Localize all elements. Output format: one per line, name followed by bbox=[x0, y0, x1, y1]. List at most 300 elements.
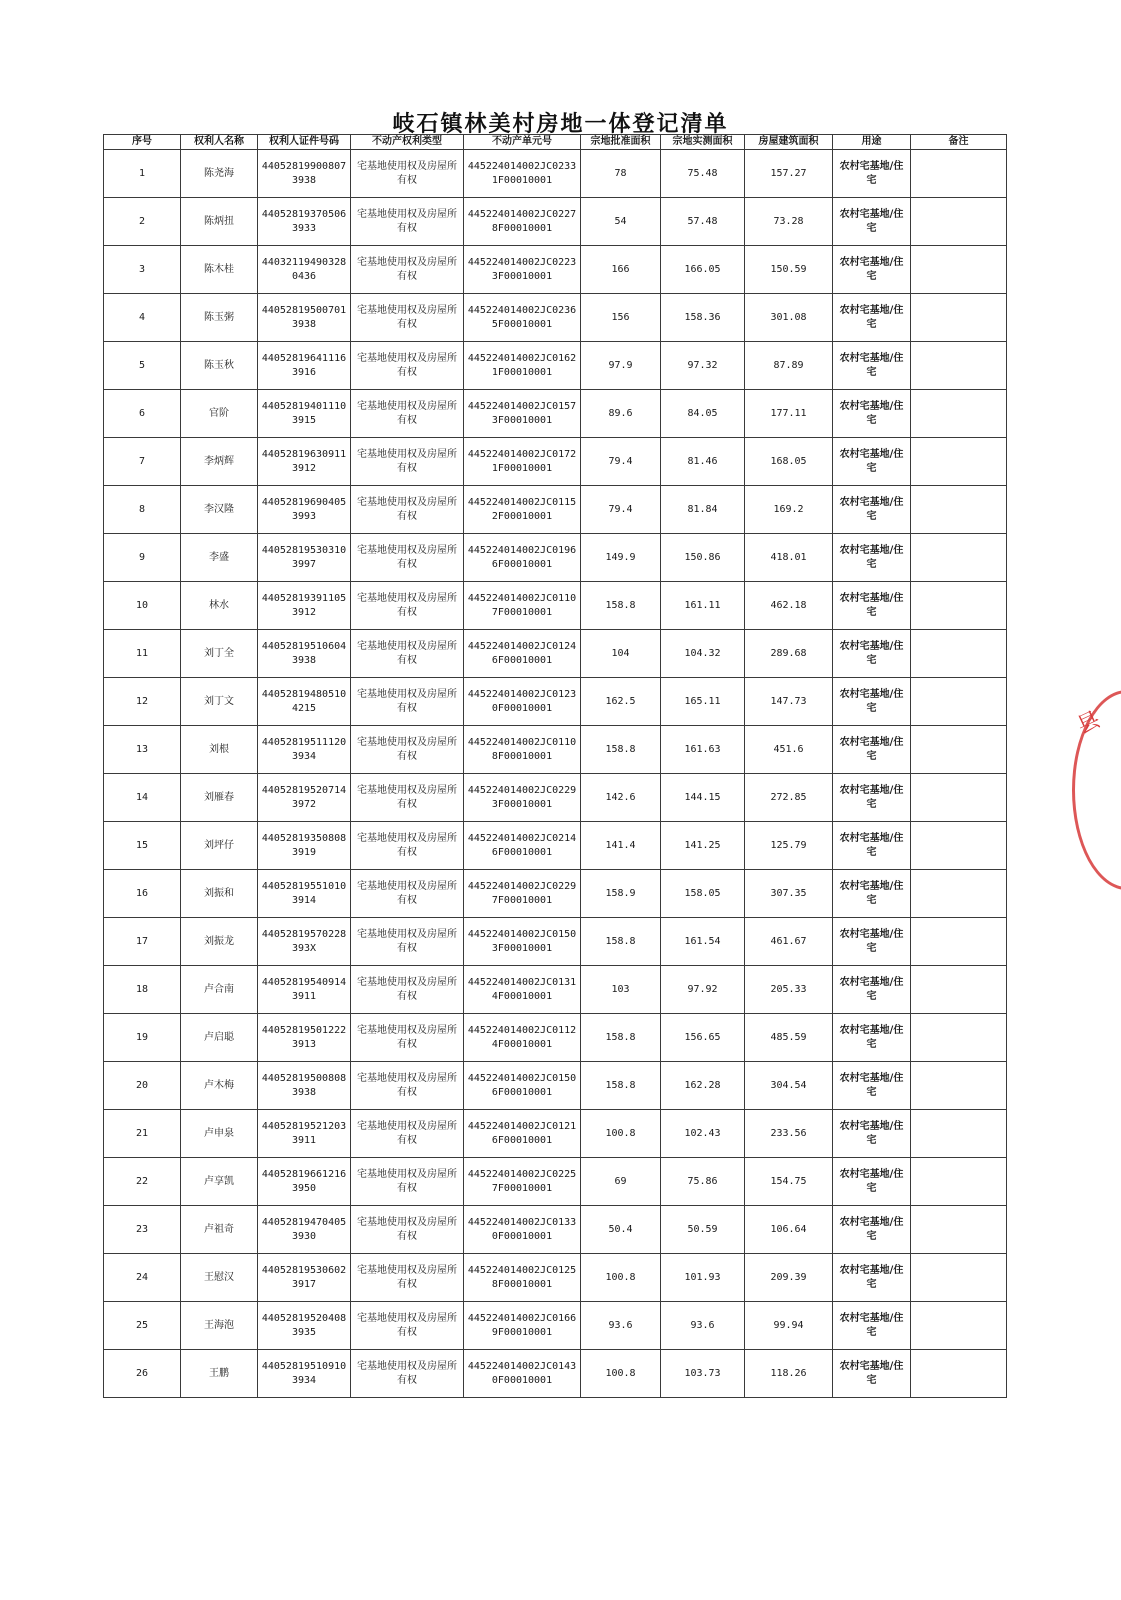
cell-seq: 24 bbox=[104, 1254, 181, 1302]
cell-unit-number: 445224014002JC01573F00010001 bbox=[464, 390, 581, 438]
cell-note bbox=[911, 1014, 1007, 1062]
table-row bbox=[104, 150, 1007, 198]
cell-right-type: 宅基地使用权及房屋所有权 bbox=[351, 1254, 464, 1302]
header-use: 用途 bbox=[833, 135, 911, 150]
cell-id-number: 440528195106043938 bbox=[258, 630, 351, 678]
cell-measured-area: 166.05 bbox=[661, 246, 745, 294]
cell-seq: 10 bbox=[104, 582, 181, 630]
cell-unit-number: 445224014002JC01503F00010001 bbox=[464, 918, 581, 966]
cell-note bbox=[911, 1062, 1007, 1110]
cell-right-type: 宅基地使用权及房屋所有权 bbox=[351, 678, 464, 726]
table-row bbox=[104, 342, 1007, 390]
table-row bbox=[104, 1350, 1007, 1398]
cell-approved-area: 142.6 bbox=[581, 774, 661, 822]
cell-approved-area: 156 bbox=[581, 294, 661, 342]
cell-measured-area: 158.36 bbox=[661, 294, 745, 342]
cell-building-area: 462.18 bbox=[745, 582, 833, 630]
cell-building-area: 418.01 bbox=[745, 534, 833, 582]
cell-seq: 20 bbox=[104, 1062, 181, 1110]
cell-measured-area: 75.86 bbox=[661, 1158, 745, 1206]
cell-unit-number: 445224014002JC01506F00010001 bbox=[464, 1062, 581, 1110]
cell-approved-area: 89.6 bbox=[581, 390, 661, 438]
cell-unit-number: 445224014002JC01721F00010001 bbox=[464, 438, 581, 486]
registration-table bbox=[103, 134, 1007, 1398]
cell-approved-area: 97.9 bbox=[581, 342, 661, 390]
cell-note bbox=[911, 582, 1007, 630]
cell-seq: 11 bbox=[104, 630, 181, 678]
cell-seq: 4 bbox=[104, 294, 181, 342]
cell-use: 农村宅基地/住宅 bbox=[833, 1254, 911, 1302]
cell-seq: 16 bbox=[104, 870, 181, 918]
cell-note bbox=[911, 390, 1007, 438]
header-note: 备注 bbox=[911, 135, 1007, 150]
cell-seq: 5 bbox=[104, 342, 181, 390]
table-row bbox=[104, 390, 1007, 438]
cell-name: 卢合南 bbox=[181, 966, 258, 1014]
cell-unit-number: 445224014002JC02297F00010001 bbox=[464, 870, 581, 918]
cell-note bbox=[911, 822, 1007, 870]
cell-measured-area: 81.46 bbox=[661, 438, 745, 486]
cell-note bbox=[911, 630, 1007, 678]
cell-measured-area: 158.05 bbox=[661, 870, 745, 918]
cell-unit-number: 445224014002JC02257F00010001 bbox=[464, 1158, 581, 1206]
cell-unit-number: 445224014002JC01124F00010001 bbox=[464, 1014, 581, 1062]
cell-right-type: 宅基地使用权及房屋所有权 bbox=[351, 918, 464, 966]
cell-right-type: 宅基地使用权及房屋所有权 bbox=[351, 1110, 464, 1158]
cell-use: 农村宅基地/住宅 bbox=[833, 246, 911, 294]
cell-measured-area: 102.43 bbox=[661, 1110, 745, 1158]
cell-note bbox=[911, 1302, 1007, 1350]
table-row bbox=[104, 1158, 1007, 1206]
cell-measured-area: 165.11 bbox=[661, 678, 745, 726]
cell-approved-area: 104 bbox=[581, 630, 661, 678]
cell-right-type: 宅基地使用权及房屋所有权 bbox=[351, 534, 464, 582]
cell-note bbox=[911, 150, 1007, 198]
table-row bbox=[104, 1302, 1007, 1350]
cell-approved-area: 69 bbox=[581, 1158, 661, 1206]
cell-use: 农村宅基地/住宅 bbox=[833, 726, 911, 774]
cell-measured-area: 161.11 bbox=[661, 582, 745, 630]
cell-approved-area: 149.9 bbox=[581, 534, 661, 582]
cell-right-type: 宅基地使用权及房屋所有权 bbox=[351, 246, 464, 294]
cell-use: 农村宅基地/住宅 bbox=[833, 774, 911, 822]
cell-use: 农村宅基地/住宅 bbox=[833, 1206, 911, 1254]
cell-note bbox=[911, 294, 1007, 342]
cell-name: 陈木桂 bbox=[181, 246, 258, 294]
cell-note bbox=[911, 438, 1007, 486]
cell-name: 卢申泉 bbox=[181, 1110, 258, 1158]
cell-approved-area: 100.8 bbox=[581, 1254, 661, 1302]
cell-right-type: 宅基地使用权及房屋所有权 bbox=[351, 822, 464, 870]
cell-measured-area: 141.25 bbox=[661, 822, 745, 870]
cell-id-number: 440528195204083935 bbox=[258, 1302, 351, 1350]
table-row bbox=[104, 1254, 1007, 1302]
cell-approved-area: 162.5 bbox=[581, 678, 661, 726]
cell-name: 刘雁春 bbox=[181, 774, 258, 822]
cell-approved-area: 103 bbox=[581, 966, 661, 1014]
cell-id-number: 440528195409143911 bbox=[258, 966, 351, 1014]
table-row bbox=[104, 678, 1007, 726]
cell-unit-number: 445224014002JC01107F00010001 bbox=[464, 582, 581, 630]
cell-name: 刘丁全 bbox=[181, 630, 258, 678]
cell-use: 农村宅基地/住宅 bbox=[833, 438, 911, 486]
cell-measured-area: 84.05 bbox=[661, 390, 745, 438]
cell-building-area: 169.2 bbox=[745, 486, 833, 534]
cell-building-area: 99.94 bbox=[745, 1302, 833, 1350]
table-row bbox=[104, 822, 1007, 870]
header-row bbox=[104, 135, 1007, 150]
header-building: 房屋建筑面积 bbox=[745, 135, 833, 150]
cell-building-area: 451.6 bbox=[745, 726, 833, 774]
cell-building-area: 205.33 bbox=[745, 966, 833, 1014]
cell-right-type: 宅基地使用权及房屋所有权 bbox=[351, 1062, 464, 1110]
cell-name: 陈尧海 bbox=[181, 150, 258, 198]
cell-building-area: 118.26 bbox=[745, 1350, 833, 1398]
cell-measured-area: 161.54 bbox=[661, 918, 745, 966]
cell-building-area: 157.27 bbox=[745, 150, 833, 198]
cell-note bbox=[911, 918, 1007, 966]
cell-note bbox=[911, 534, 1007, 582]
cell-use: 农村宅基地/住宅 bbox=[833, 678, 911, 726]
table-row bbox=[104, 198, 1007, 246]
cell-seq: 8 bbox=[104, 486, 181, 534]
cell-measured-area: 150.86 bbox=[661, 534, 745, 582]
cell-note bbox=[911, 870, 1007, 918]
cell-building-area: 307.35 bbox=[745, 870, 833, 918]
cell-id-number: 440528194704053930 bbox=[258, 1206, 351, 1254]
cell-name: 林水 bbox=[181, 582, 258, 630]
cell-building-area: 168.05 bbox=[745, 438, 833, 486]
cell-building-area: 147.73 bbox=[745, 678, 833, 726]
cell-name: 陈玉粥 bbox=[181, 294, 258, 342]
cell-right-type: 宅基地使用权及房屋所有权 bbox=[351, 726, 464, 774]
cell-approved-area: 79.4 bbox=[581, 438, 661, 486]
cell-approved-area: 158.8 bbox=[581, 1014, 661, 1062]
cell-id-number: 440528196612163950 bbox=[258, 1158, 351, 1206]
cell-building-area: 73.28 bbox=[745, 198, 833, 246]
cell-id-number: 440528195303103997 bbox=[258, 534, 351, 582]
table-row bbox=[104, 630, 1007, 678]
cell-right-type: 宅基地使用权及房屋所有权 bbox=[351, 870, 464, 918]
cell-unit-number: 445224014002JC02331F00010001 bbox=[464, 150, 581, 198]
table-row bbox=[104, 246, 1007, 294]
cell-use: 农村宅基地/住宅 bbox=[833, 1158, 911, 1206]
cell-measured-area: 93.6 bbox=[661, 1302, 745, 1350]
cell-building-area: 154.75 bbox=[745, 1158, 833, 1206]
cell-note bbox=[911, 1206, 1007, 1254]
cell-approved-area: 50.4 bbox=[581, 1206, 661, 1254]
cell-building-area: 461.67 bbox=[745, 918, 833, 966]
table-row bbox=[104, 918, 1007, 966]
cell-unit-number: 445224014002JC02293F00010001 bbox=[464, 774, 581, 822]
cell-measured-area: 81.84 bbox=[661, 486, 745, 534]
cell-name: 刘振龙 bbox=[181, 918, 258, 966]
cell-measured-area: 161.63 bbox=[661, 726, 745, 774]
cell-id-number: 440528195109103934 bbox=[258, 1350, 351, 1398]
cell-approved-area: 158.8 bbox=[581, 582, 661, 630]
cell-right-type: 宅基地使用权及房屋所有权 bbox=[351, 582, 464, 630]
cell-id-number: 440528195111203934 bbox=[258, 726, 351, 774]
cell-id-number: 440528194011103915 bbox=[258, 390, 351, 438]
cell-use: 农村宅基地/住宅 bbox=[833, 294, 911, 342]
cell-seq: 21 bbox=[104, 1110, 181, 1158]
cell-unit-number: 445224014002JC02233F00010001 bbox=[464, 246, 581, 294]
cell-note bbox=[911, 774, 1007, 822]
table-row bbox=[104, 966, 1007, 1014]
cell-name: 刘振和 bbox=[181, 870, 258, 918]
cell-building-area: 177.11 bbox=[745, 390, 833, 438]
cell-name: 王海泡 bbox=[181, 1302, 258, 1350]
cell-right-type: 宅基地使用权及房屋所有权 bbox=[351, 486, 464, 534]
header-measured: 宗地实测面积 bbox=[661, 135, 745, 150]
cell-seq: 15 bbox=[104, 822, 181, 870]
cell-building-area: 106.64 bbox=[745, 1206, 833, 1254]
cell-unit-number: 445224014002JC01152F00010001 bbox=[464, 486, 581, 534]
cell-id-number: 440528196904053993 bbox=[258, 486, 351, 534]
cell-right-type: 宅基地使用权及房屋所有权 bbox=[351, 342, 464, 390]
cell-building-area: 301.08 bbox=[745, 294, 833, 342]
header-seq: 序号 bbox=[104, 135, 181, 150]
cell-name: 王慰汉 bbox=[181, 1254, 258, 1302]
cell-seq: 18 bbox=[104, 966, 181, 1014]
header-approved: 宗地批准面积 bbox=[581, 135, 661, 150]
cell-unit-number: 445224014002JC01258F00010001 bbox=[464, 1254, 581, 1302]
cell-use: 农村宅基地/住宅 bbox=[833, 198, 911, 246]
table-row bbox=[104, 534, 1007, 582]
cell-name: 刘丁文 bbox=[181, 678, 258, 726]
cell-name: 刘根 bbox=[181, 726, 258, 774]
cell-right-type: 宅基地使用权及房屋所有权 bbox=[351, 1350, 464, 1398]
cell-name: 陈炳扭 bbox=[181, 198, 258, 246]
cell-approved-area: 100.8 bbox=[581, 1110, 661, 1158]
cell-name: 王鹏 bbox=[181, 1350, 258, 1398]
cell-id-number: 440528193508083919 bbox=[258, 822, 351, 870]
cell-note bbox=[911, 1158, 1007, 1206]
cell-building-area: 125.79 bbox=[745, 822, 833, 870]
cell-seq: 23 bbox=[104, 1206, 181, 1254]
header-unit: 不动产单元号 bbox=[464, 135, 581, 150]
cell-use: 农村宅基地/住宅 bbox=[833, 582, 911, 630]
cell-id-number: 44052819570228393X bbox=[258, 918, 351, 966]
table-row bbox=[104, 726, 1007, 774]
cell-name: 陈玉秋 bbox=[181, 342, 258, 390]
cell-id-number: 440528196309113912 bbox=[258, 438, 351, 486]
cell-unit-number: 445224014002JC01330F00010001 bbox=[464, 1206, 581, 1254]
cell-id-number: 440528195007013938 bbox=[258, 294, 351, 342]
cell-note bbox=[911, 246, 1007, 294]
cell-unit-number: 445224014002JC01230F00010001 bbox=[464, 678, 581, 726]
cell-approved-area: 141.4 bbox=[581, 822, 661, 870]
seal-text: 县 bbox=[1073, 707, 1105, 740]
cell-right-type: 宅基地使用权及房屋所有权 bbox=[351, 1014, 464, 1062]
cell-note bbox=[911, 1350, 1007, 1398]
cell-right-type: 宅基地使用权及房屋所有权 bbox=[351, 1158, 464, 1206]
cell-seq: 14 bbox=[104, 774, 181, 822]
cell-note bbox=[911, 486, 1007, 534]
cell-measured-area: 50.59 bbox=[661, 1206, 745, 1254]
cell-approved-area: 54 bbox=[581, 198, 661, 246]
cell-use: 农村宅基地/住宅 bbox=[833, 1062, 911, 1110]
cell-use: 农村宅基地/住宅 bbox=[833, 1110, 911, 1158]
cell-right-type: 宅基地使用权及房屋所有权 bbox=[351, 390, 464, 438]
cell-use: 农村宅基地/住宅 bbox=[833, 486, 911, 534]
cell-seq: 19 bbox=[104, 1014, 181, 1062]
cell-unit-number: 445224014002JC01108F00010001 bbox=[464, 726, 581, 774]
table-row bbox=[104, 582, 1007, 630]
cell-building-area: 304.54 bbox=[745, 1062, 833, 1110]
cell-use: 农村宅基地/住宅 bbox=[833, 918, 911, 966]
cell-measured-area: 75.48 bbox=[661, 150, 745, 198]
table-row bbox=[104, 294, 1007, 342]
cell-seq: 25 bbox=[104, 1302, 181, 1350]
cell-use: 农村宅基地/住宅 bbox=[833, 1350, 911, 1398]
cell-right-type: 宅基地使用权及房屋所有权 bbox=[351, 150, 464, 198]
table-row bbox=[104, 1110, 1007, 1158]
cell-use: 农村宅基地/住宅 bbox=[833, 822, 911, 870]
cell-approved-area: 78 bbox=[581, 150, 661, 198]
cell-id-number: 440528195510103914 bbox=[258, 870, 351, 918]
cell-id-number: 440528195306023917 bbox=[258, 1254, 351, 1302]
table-row bbox=[104, 486, 1007, 534]
header-type: 不动产权利类型 bbox=[351, 135, 464, 150]
cell-note bbox=[911, 1110, 1007, 1158]
cell-right-type: 宅基地使用权及房屋所有权 bbox=[351, 630, 464, 678]
cell-building-area: 209.39 bbox=[745, 1254, 833, 1302]
cell-seq: 12 bbox=[104, 678, 181, 726]
cell-use: 农村宅基地/住宅 bbox=[833, 150, 911, 198]
cell-note bbox=[911, 726, 1007, 774]
cell-approved-area: 158.8 bbox=[581, 918, 661, 966]
cell-name: 卢享凯 bbox=[181, 1158, 258, 1206]
cell-id-number: 440528199008073938 bbox=[258, 150, 351, 198]
cell-id-number: 440528195212033911 bbox=[258, 1110, 351, 1158]
cell-measured-area: 97.32 bbox=[661, 342, 745, 390]
cell-id-number: 440528195207143972 bbox=[258, 774, 351, 822]
cell-measured-area: 156.65 bbox=[661, 1014, 745, 1062]
header-name: 权利人名称 bbox=[181, 135, 258, 150]
table-row bbox=[104, 1062, 1007, 1110]
cell-use: 农村宅基地/住宅 bbox=[833, 630, 911, 678]
cell-name: 官阶 bbox=[181, 390, 258, 438]
cell-use: 农村宅基地/住宅 bbox=[833, 870, 911, 918]
cell-right-type: 宅基地使用权及房屋所有权 bbox=[351, 774, 464, 822]
cell-right-type: 宅基地使用权及房屋所有权 bbox=[351, 966, 464, 1014]
cell-unit-number: 445224014002JC01621F00010001 bbox=[464, 342, 581, 390]
document-title: 岐石镇林美村房地一体登记清单 bbox=[392, 111, 729, 137]
cell-building-area: 87.89 bbox=[745, 342, 833, 390]
cell-name: 卢木梅 bbox=[181, 1062, 258, 1110]
cell-name: 卢启聪 bbox=[181, 1014, 258, 1062]
cell-name: 李汉隆 bbox=[181, 486, 258, 534]
cell-use: 农村宅基地/住宅 bbox=[833, 966, 911, 1014]
cell-use: 农村宅基地/住宅 bbox=[833, 390, 911, 438]
cell-unit-number: 445224014002JC01430F00010001 bbox=[464, 1350, 581, 1398]
cell-measured-area: 103.73 bbox=[661, 1350, 745, 1398]
cell-name: 李炳辉 bbox=[181, 438, 258, 486]
cell-measured-area: 101.93 bbox=[661, 1254, 745, 1302]
cell-name: 李盛 bbox=[181, 534, 258, 582]
cell-seq: 22 bbox=[104, 1158, 181, 1206]
cell-id-number: 440528193911053912 bbox=[258, 582, 351, 630]
cell-unit-number: 445224014002JC01216F00010001 bbox=[464, 1110, 581, 1158]
cell-seq: 3 bbox=[104, 246, 181, 294]
cell-note bbox=[911, 966, 1007, 1014]
cell-unit-number: 445224014002JC01314F00010001 bbox=[464, 966, 581, 1014]
cell-approved-area: 158.8 bbox=[581, 1062, 661, 1110]
cell-right-type: 宅基地使用权及房屋所有权 bbox=[351, 294, 464, 342]
cell-building-area: 272.85 bbox=[745, 774, 833, 822]
cell-seq: 9 bbox=[104, 534, 181, 582]
cell-seq: 17 bbox=[104, 918, 181, 966]
cell-name: 刘坪仔 bbox=[181, 822, 258, 870]
table-row bbox=[104, 870, 1007, 918]
cell-building-area: 289.68 bbox=[745, 630, 833, 678]
cell-measured-area: 144.15 bbox=[661, 774, 745, 822]
cell-use: 农村宅基地/住宅 bbox=[833, 342, 911, 390]
cell-use: 农村宅基地/住宅 bbox=[833, 534, 911, 582]
cell-measured-area: 57.48 bbox=[661, 198, 745, 246]
cell-unit-number: 445224014002JC02365F00010001 bbox=[464, 294, 581, 342]
cell-right-type: 宅基地使用权及房屋所有权 bbox=[351, 198, 464, 246]
cell-approved-area: 100.8 bbox=[581, 1350, 661, 1398]
cell-measured-area: 104.32 bbox=[661, 630, 745, 678]
cell-use: 农村宅基地/住宅 bbox=[833, 1014, 911, 1062]
cell-seq: 26 bbox=[104, 1350, 181, 1398]
cell-seq: 1 bbox=[104, 150, 181, 198]
cell-seq: 13 bbox=[104, 726, 181, 774]
cell-measured-area: 97.92 bbox=[661, 966, 745, 1014]
cell-approved-area: 93.6 bbox=[581, 1302, 661, 1350]
cell-right-type: 宅基地使用权及房屋所有权 bbox=[351, 1206, 464, 1254]
cell-id-number: 440528194805104215 bbox=[258, 678, 351, 726]
cell-id-number: 440528195012223913 bbox=[258, 1014, 351, 1062]
cell-id-number: 440528196411163916 bbox=[258, 342, 351, 390]
cell-right-type: 宅基地使用权及房屋所有权 bbox=[351, 438, 464, 486]
table-row bbox=[104, 1014, 1007, 1062]
cell-id-number: 440528193705063933 bbox=[258, 198, 351, 246]
cell-note bbox=[911, 678, 1007, 726]
table-row bbox=[104, 774, 1007, 822]
cell-seq: 2 bbox=[104, 198, 181, 246]
cell-note bbox=[911, 198, 1007, 246]
cell-building-area: 233.56 bbox=[745, 1110, 833, 1158]
cell-use: 农村宅基地/住宅 bbox=[833, 1302, 911, 1350]
cell-name: 卢祖奇 bbox=[181, 1206, 258, 1254]
cell-unit-number: 445224014002JC02146F00010001 bbox=[464, 822, 581, 870]
cell-id-number: 440321194903280436 bbox=[258, 246, 351, 294]
cell-unit-number: 445224014002JC01966F00010001 bbox=[464, 534, 581, 582]
cell-approved-area: 158.8 bbox=[581, 726, 661, 774]
cell-note bbox=[911, 342, 1007, 390]
cell-seq: 7 bbox=[104, 438, 181, 486]
header-id: 权利人证件号码 bbox=[258, 135, 351, 150]
cell-approved-area: 158.9 bbox=[581, 870, 661, 918]
cell-unit-number: 445224014002JC01246F00010001 bbox=[464, 630, 581, 678]
cell-unit-number: 445224014002JC01669F00010001 bbox=[464, 1302, 581, 1350]
cell-approved-area: 166 bbox=[581, 246, 661, 294]
table-row bbox=[104, 1206, 1007, 1254]
cell-building-area: 150.59 bbox=[745, 246, 833, 294]
cell-measured-area: 162.28 bbox=[661, 1062, 745, 1110]
cell-id-number: 440528195008083938 bbox=[258, 1062, 351, 1110]
cell-note bbox=[911, 1254, 1007, 1302]
cell-unit-number: 445224014002JC02278F00010001 bbox=[464, 198, 581, 246]
table-row bbox=[104, 438, 1007, 486]
cell-building-area: 485.59 bbox=[745, 1014, 833, 1062]
cell-seq: 6 bbox=[104, 390, 181, 438]
cell-right-type: 宅基地使用权及房屋所有权 bbox=[351, 1302, 464, 1350]
cell-approved-area: 79.4 bbox=[581, 486, 661, 534]
